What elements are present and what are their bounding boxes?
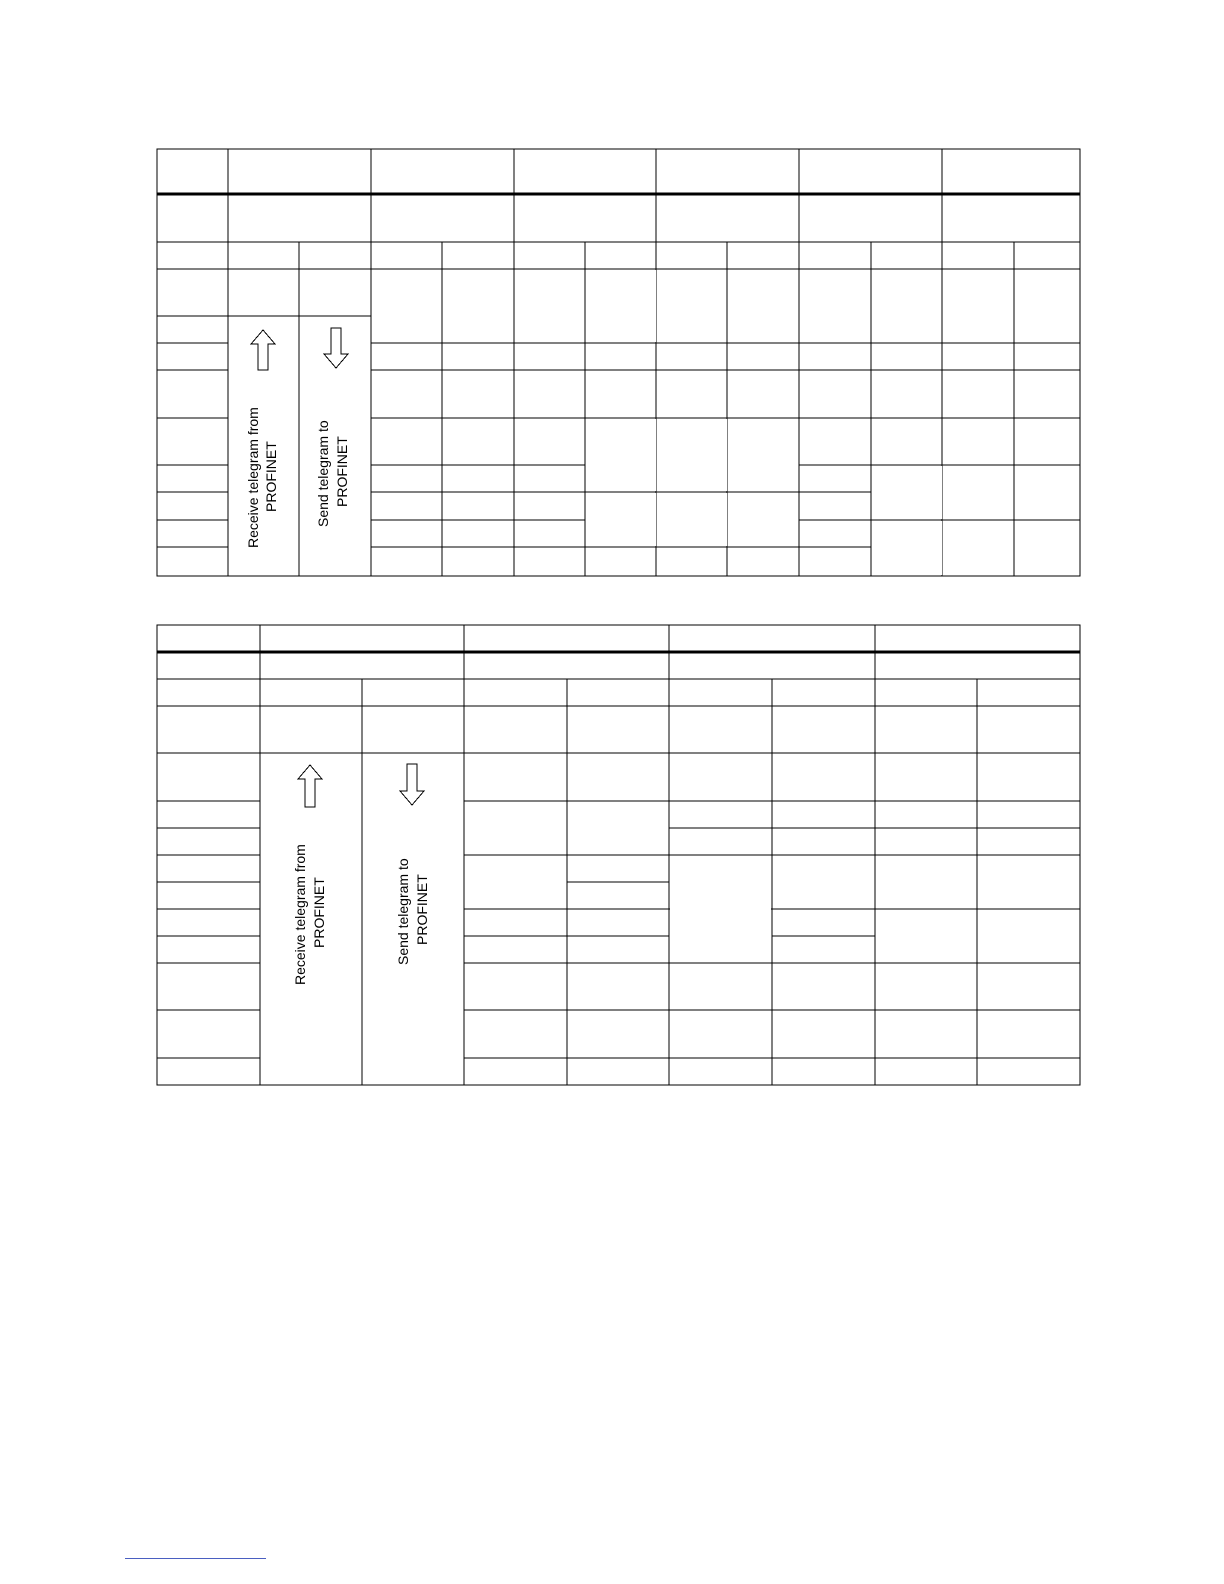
table2-receive-label-line2: PROFINET	[311, 877, 327, 948]
table2-send-label-line2: PROFINET	[414, 874, 430, 945]
table2-merges	[261, 754, 1079, 1084]
footnote-separator	[125, 1558, 266, 1559]
table1-receive-label-line1: Receive telegram from	[245, 407, 261, 548]
table2-send-label-line1: Send telegram to	[395, 858, 411, 965]
table1-send-label-line1: Send telegram to	[315, 420, 331, 527]
table1-send-label-line2: PROFINET	[334, 436, 350, 507]
table2-receive-label-line1: Receive telegram from	[292, 844, 308, 985]
table1-receive-label-line2: PROFINET	[263, 441, 279, 512]
